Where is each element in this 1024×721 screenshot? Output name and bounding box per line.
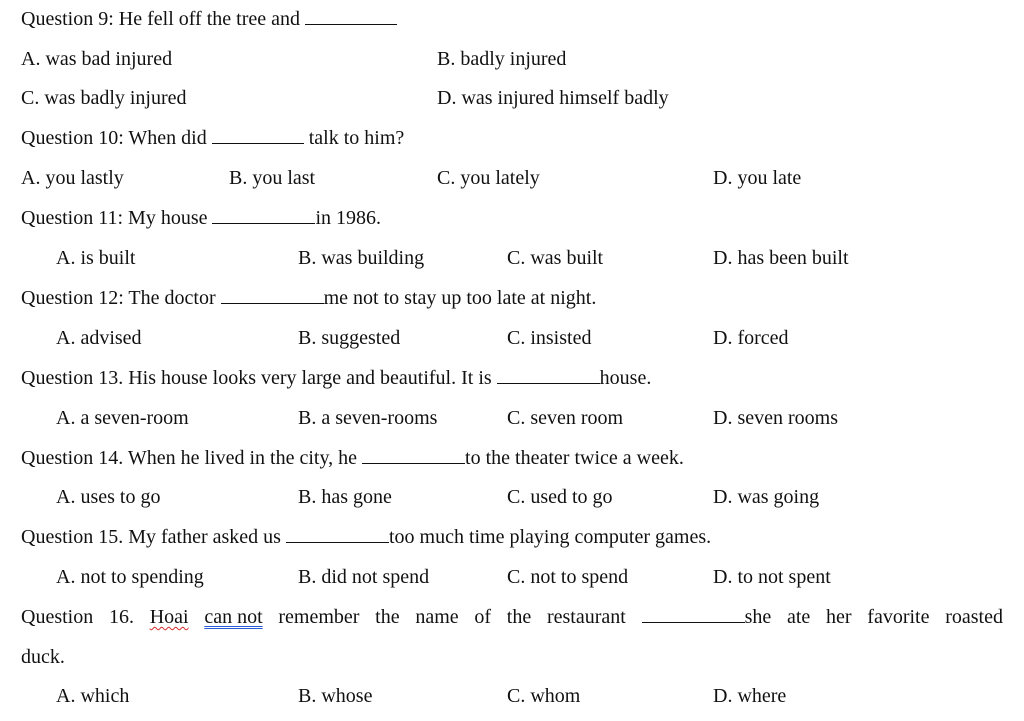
question-12-text: Question 12: The doctor: [21, 287, 221, 309]
answer-blank: [362, 445, 465, 464]
question-14-text: Question 14. When he lived in the city, he: [21, 447, 363, 469]
option-b[interactable]: B. was building: [298, 247, 425, 269]
word: favorite: [867, 606, 930, 628]
word-spelling-flag: Hoai: [149, 606, 189, 628]
question-12-options: [0, 324, 1024, 352]
question-14-options: [0, 483, 1024, 511]
question-14-text-after: to the theater twice a week.: [465, 447, 684, 469]
word: Question: [21, 606, 94, 628]
question-10-stem: [21, 124, 404, 152]
option-c[interactable]: C. seven room: [507, 407, 624, 429]
question-10-text-after: talk to him?: [303, 127, 405, 149]
option-a[interactable]: A. is built: [56, 247, 136, 269]
option-d[interactable]: D. you late: [713, 167, 802, 189]
answer-blank: [212, 125, 304, 144]
word: of: [474, 606, 492, 628]
word: the: [506, 606, 532, 628]
option-c[interactable]: C. used to go: [507, 486, 613, 508]
option-c[interactable]: C. not to spend: [507, 566, 629, 588]
word: she: [744, 606, 772, 628]
blank-and-word: [642, 603, 772, 631]
question-12-stem: [21, 284, 596, 312]
question-11-stem: [21, 204, 381, 232]
word: 16.: [108, 606, 134, 628]
option-a[interactable]: A. uses to go: [56, 486, 161, 508]
option-a[interactable]: A. a seven-room: [56, 407, 189, 429]
question-15-text: Question 15. My father asked us: [21, 526, 286, 548]
word: ate: [786, 606, 811, 628]
question-9-text: Question 9: He fell off the tree and: [21, 8, 305, 30]
option-c[interactable]: C. was badly injured: [21, 87, 187, 109]
option-a[interactable]: A. you lastly: [21, 167, 124, 189]
question-9-options: [0, 45, 1024, 73]
question-16-stem-line2: [21, 643, 65, 671]
option-c[interactable]: C. insisted: [507, 327, 592, 349]
option-d[interactable]: D. to not spent: [713, 566, 831, 588]
question-13-text-after: house.: [599, 367, 652, 389]
option-d[interactable]: D. seven rooms: [713, 407, 838, 429]
option-b[interactable]: B. has gone: [298, 486, 392, 508]
question-15-text-after: too much time playing computer games.: [388, 526, 712, 548]
word: the: [375, 606, 400, 628]
question-16-options: [0, 682, 1024, 710]
question-16-text-line2: duck.: [21, 646, 65, 668]
answer-blank: [497, 365, 600, 384]
question-9-stem: [21, 5, 397, 33]
question-16-stem: [21, 603, 1003, 631]
option-d[interactable]: D. has been built: [713, 247, 849, 269]
answer-blank: [286, 524, 389, 543]
question-13-options: [0, 404, 1024, 432]
question-11-options: [0, 244, 1024, 272]
answer-blank: [305, 6, 397, 25]
word: name: [415, 606, 459, 628]
answer-blank: [642, 604, 745, 623]
option-a[interactable]: A. advised: [56, 327, 142, 349]
question-13-text: Question 13. His house looks very large and beautiful. It is: [21, 367, 497, 389]
word: roasted: [945, 606, 1003, 628]
option-b[interactable]: B. whose: [298, 685, 373, 707]
question-9-options-row2: [0, 84, 1024, 112]
option-c[interactable]: C. was built: [507, 247, 604, 269]
question-14-stem: [21, 444, 684, 472]
option-b[interactable]: B. suggested: [298, 327, 401, 349]
word: her: [826, 606, 852, 628]
question-12-text-after: me not to stay up too late at night.: [323, 287, 597, 309]
question-15-stem: [21, 523, 711, 551]
option-c[interactable]: C. you lately: [437, 167, 540, 189]
word-grammar-flag: can not: [204, 606, 263, 628]
option-b[interactable]: B. did not spend: [298, 566, 430, 588]
option-a[interactable]: A. which: [56, 685, 130, 707]
answer-blank: [221, 285, 324, 304]
question-13-stem: [21, 364, 651, 392]
option-a[interactable]: A. was bad injured: [21, 48, 173, 70]
question-10-text: Question 10: When did: [21, 127, 212, 149]
option-b[interactable]: B. badly injured: [437, 48, 567, 70]
word: restaurant: [546, 606, 626, 628]
option-c[interactable]: C. whom: [507, 685, 581, 707]
word: remember: [278, 606, 360, 628]
question-15-options: [0, 563, 1024, 591]
question-11-text: Question 11: My house: [21, 207, 213, 229]
option-d[interactable]: D. was injured himself badly: [437, 87, 669, 109]
option-d[interactable]: D. forced: [713, 327, 789, 349]
question-10-options: [0, 164, 1024, 192]
answer-blank: [212, 205, 315, 224]
question-11-text-after: in 1986.: [315, 207, 382, 229]
option-a[interactable]: A. not to spending: [56, 566, 204, 588]
option-d[interactable]: D. was going: [713, 486, 820, 508]
option-b[interactable]: B. a seven-rooms: [298, 407, 438, 429]
option-d[interactable]: D. where: [713, 685, 787, 707]
option-b[interactable]: B. you last: [229, 167, 316, 189]
